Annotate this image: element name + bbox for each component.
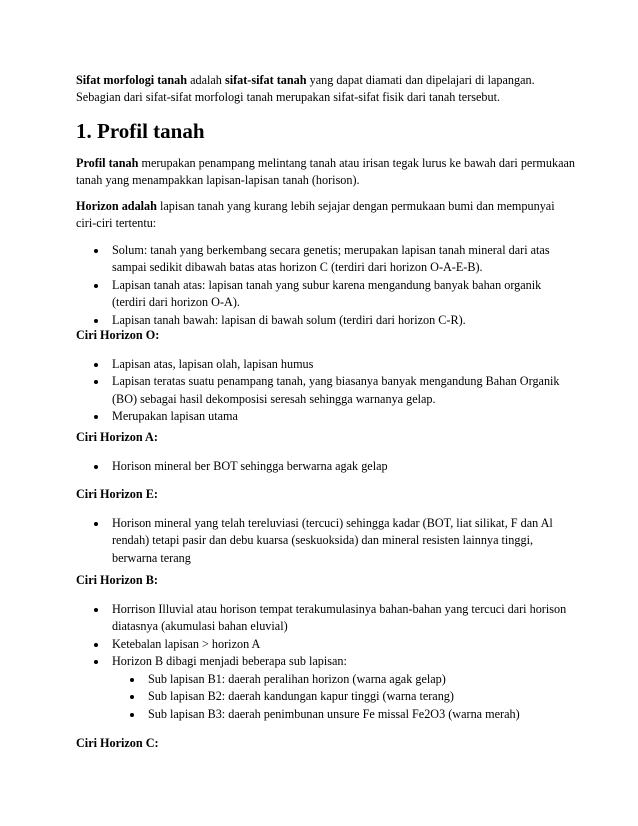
horizon-paragraph: [76, 198, 576, 233]
horizon-list: [94, 242, 574, 329]
horizon-b-list: [94, 601, 574, 671]
list-item: Solum: tanah yang berkembang secara genetis; merupakan lapisan tanah mineral dari atas sampai sedikit dibawah batas atas horizon C (terdiri dari horizon O-A-E-B).: [94, 242, 574, 277]
horizon-e-list: [94, 515, 574, 567]
profil-text: merupakan penampang melintang tanah atau irisan tegak lurus ke bawah dari permukaan tanah yang menampakkan lapisan-lapisan tanah (horison).: [76, 156, 575, 188]
list-item: Sub lapisan B1: daerah peralihan horizon (warna agak gelap): [130, 671, 570, 688]
section-heading: 1. Profil tanah: [76, 119, 205, 143]
intro-bold-term: Sifat morfologi tanah: [76, 73, 188, 87]
intro-bold-term-2: sifat-sifat tanah: [224, 73, 307, 87]
horizon-c-heading: Ciri Horizon C:: [76, 736, 159, 750]
profil-paragraph: [76, 155, 576, 190]
list-item: Horison mineral ber BOT sehingga berwarna agak gelap: [94, 458, 574, 475]
list-item: Merupakan lapisan utama: [94, 408, 574, 425]
list-item: Lapisan tanah bawah: lapisan di bawah solum (terdiri dari horizon C-R).: [94, 312, 574, 329]
intro-text-2: yang dapat diamati dan dipelajari di lapangan. Sebagian dari sifat-sifat morfologi tanah merupakan sifat-sifat fisik dari tanah tersebut.: [76, 73, 535, 105]
list-item: Horizon B dibagi menjadi beberapa sub lapisan:: [94, 653, 574, 670]
profil-bold-term: Profil tanah: [76, 156, 139, 170]
list-item: Lapisan tanah atas: lapisan tanah yang subur karena mengandung banyak bahan organik (terdiri dari horizon O-A).: [94, 277, 574, 312]
horizon-o-heading: Ciri Horizon O:: [76, 328, 160, 342]
list-item: Lapisan atas, lapisan olah, lapisan humus: [94, 356, 574, 373]
list-item: Lapisan teratas suatu penampang tanah, yang biasanya banyak mengandung Bahan Organik (BO) sebagai hasil dekomposisi seresah sehingga warnanya gelap.: [94, 373, 574, 408]
horizon-b-sublist: [130, 671, 570, 723]
list-item: Horrison Illuvial atau horison tempat terakumulasinya bahan-bahan yang tercuci dari horison diatasnya (akumulasi bahan eluvial): [94, 601, 574, 636]
horizon-bold-term: Horizon adalah: [76, 199, 157, 213]
horizon-a-heading: Ciri Horizon A:: [76, 430, 158, 444]
horizon-a-list: [94, 458, 574, 475]
list-item: Horison mineral yang telah tereluviasi (tercuci) sehingga kadar (BOT, liat silikat, F dan Al rendah) tetapi pasir dan debu kuarsa (seskuoksida) dan mineral resisten lainnya tinggi, berwarna terang: [94, 515, 574, 567]
intro-text-1: adalah: [187, 73, 225, 87]
horizon-text: lapisan tanah yang kurang lebih sejajar dengan permukaan bumi dan mempunyai ciri-ciri tertentu:: [76, 199, 555, 231]
list-item: Sub lapisan B3: daerah penimbunan unsure Fe missal Fe2O3 (warna merah): [130, 706, 570, 723]
list-item: Sub lapisan B2: daerah kandungan kapur tinggi (warna terang): [130, 688, 570, 705]
horizon-o-list: [94, 356, 574, 426]
list-item: Ketebalan lapisan > horizon A: [94, 636, 574, 653]
horizon-b-heading: Ciri Horizon B:: [76, 573, 158, 587]
intro-paragraph: [76, 72, 576, 107]
horizon-e-heading: Ciri Horizon E:: [76, 487, 158, 501]
